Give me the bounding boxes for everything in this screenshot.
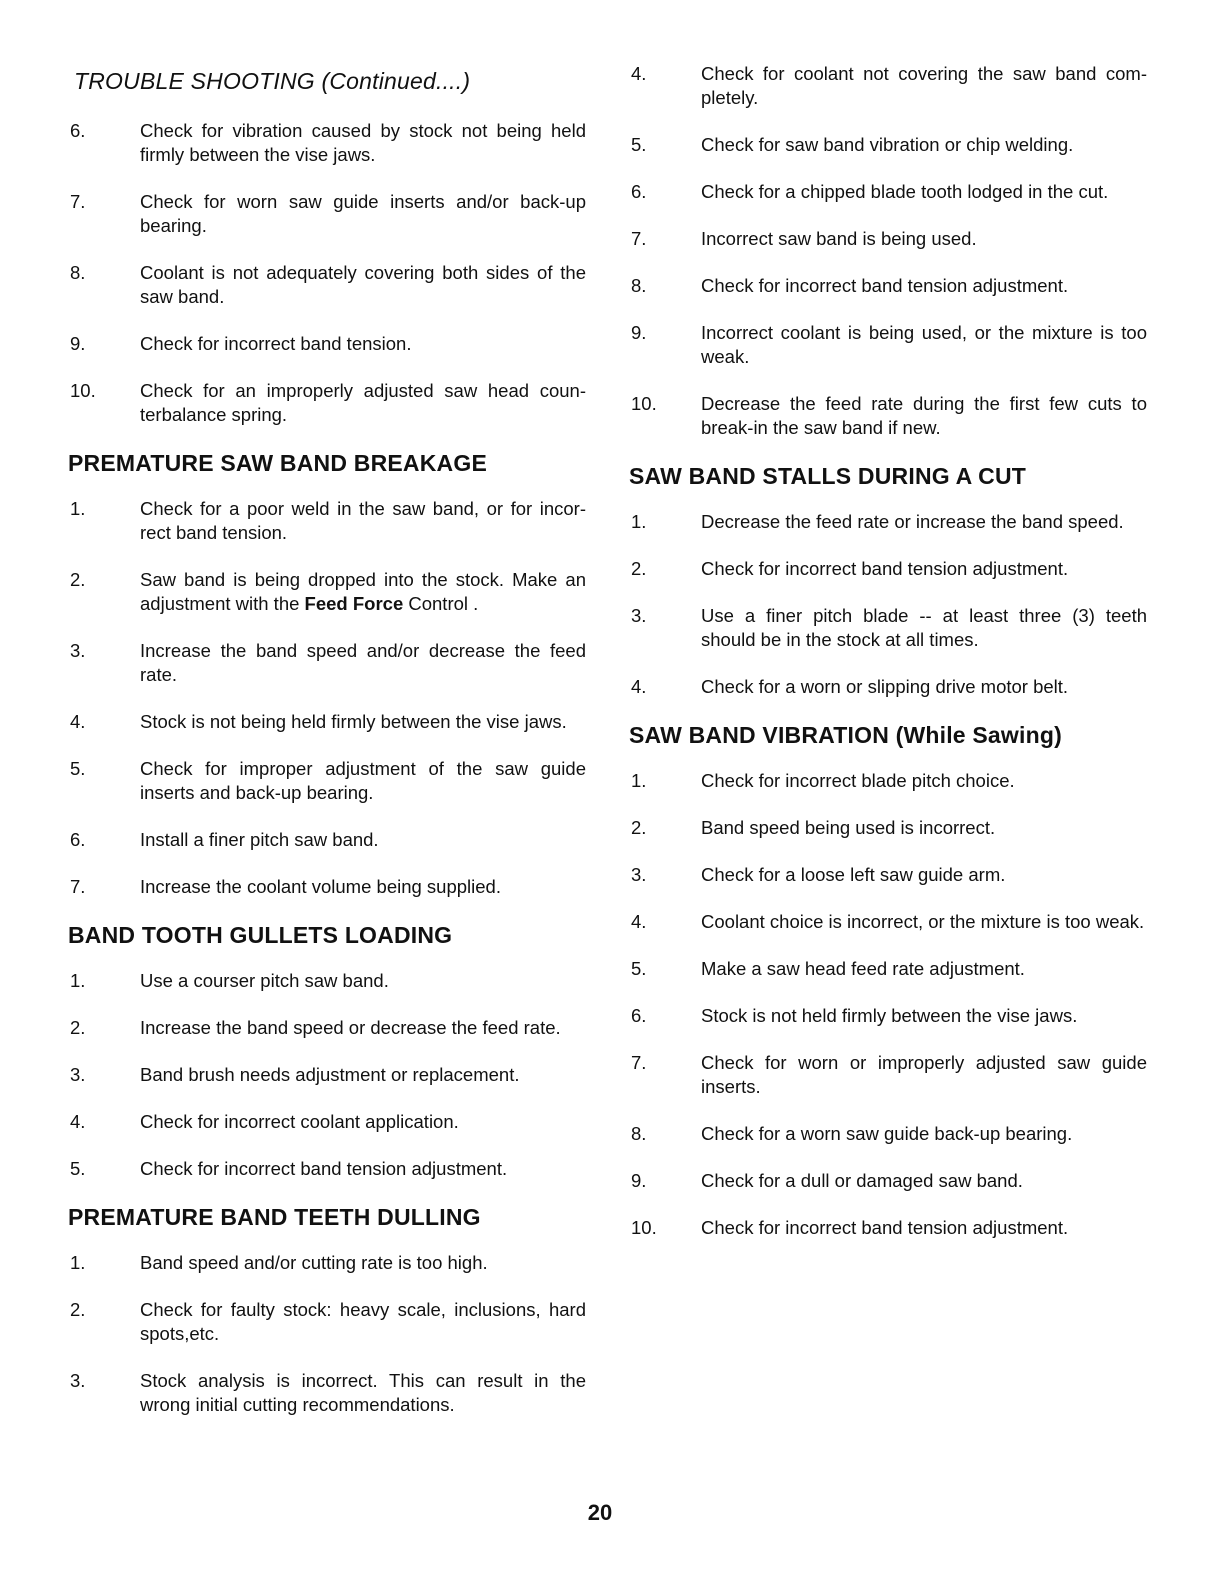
right-column	[627, 62, 1147, 1263]
list-item	[627, 1051, 1147, 1099]
item-number: 7.	[631, 1052, 647, 1073]
item-text: Check for incorrect band tension adjustment.	[701, 558, 1069, 579]
item-number: 1.	[631, 511, 647, 532]
item-text: Increase the coolant volume being supplied.	[140, 876, 501, 897]
list-item	[627, 675, 1147, 699]
item-number: 4.	[631, 676, 647, 697]
item-text: Install a finer pitch saw band.	[140, 829, 379, 850]
item-text: Check for a dull or damaged saw band.	[701, 1170, 1023, 1191]
list-item	[66, 261, 586, 309]
item-text: Check for a worn or slipping drive motor belt.	[701, 676, 1069, 697]
item-number: 3.	[70, 1064, 86, 1085]
list-item	[66, 379, 586, 427]
list-item	[627, 321, 1147, 369]
list-item	[66, 1157, 586, 1181]
list-item	[627, 510, 1147, 534]
item-text: Decrease the feed rate during the first few cuts to break-in the saw band if new.	[701, 393, 1147, 438]
item-text: Band speed and/or cutting rate is too high.	[140, 1252, 488, 1273]
list-item	[627, 1122, 1147, 1146]
list-item	[627, 604, 1147, 652]
list-item	[66, 710, 586, 734]
item-number: 3.	[70, 1370, 86, 1391]
list-item	[66, 119, 586, 167]
item-text: Check for incorrect band tension adjustment.	[701, 1217, 1069, 1238]
item-number: 5.	[631, 134, 647, 155]
item-number: 5.	[631, 958, 647, 979]
list-item	[627, 227, 1147, 251]
item-number: 9.	[631, 322, 647, 343]
item-number: 6.	[631, 1005, 647, 1026]
item-number: 10.	[70, 380, 96, 401]
item-text: Check for a worn saw guide back-up bearing.	[701, 1123, 1073, 1144]
section-heading-stalls: SAW BAND STALLS DURING A CUT	[629, 463, 1027, 489]
list-item	[627, 1169, 1147, 1193]
item-text: Check for worn or improperly adjusted saw guide inserts.	[701, 1052, 1147, 1097]
list-item	[627, 816, 1147, 840]
list-item	[66, 568, 586, 616]
list-item	[66, 1016, 586, 1040]
item-text: Check for incorrect band tension adjustment.	[701, 275, 1069, 296]
item-number: 2.	[631, 817, 647, 838]
list-item	[627, 557, 1147, 581]
gullets-list	[66, 969, 586, 1181]
item-number: 1.	[70, 1252, 86, 1273]
list-item	[627, 863, 1147, 887]
item-text: Stock is not held firmly between the vise jaws.	[701, 1005, 1078, 1026]
item-number: 3.	[631, 864, 647, 885]
item-text: Make a saw head feed rate adjustment.	[701, 958, 1025, 979]
item-text: Check for a chipped blade tooth lodged in the cut.	[701, 181, 1109, 202]
list-item	[66, 969, 586, 993]
list-item	[66, 639, 586, 687]
list-item	[66, 332, 586, 356]
list-item	[66, 875, 586, 899]
item-number: 4.	[631, 63, 647, 84]
item-number: 4.	[70, 711, 86, 732]
list-item	[66, 1063, 586, 1087]
item-number: 10.	[631, 393, 657, 414]
list-item	[66, 497, 586, 545]
list-item	[66, 1298, 586, 1346]
item-text: Check for incorrect coolant application.	[140, 1111, 459, 1132]
item-text: Use a finer pitch blade -- at least three (3) teeth should be in the stock at all times.	[701, 605, 1147, 650]
vibration-list	[627, 769, 1147, 1240]
list-item	[627, 1004, 1147, 1028]
item-text: Decrease the feed rate or increase the band speed.	[701, 511, 1124, 532]
page-number: 20	[587, 1500, 613, 1525]
list-item	[627, 957, 1147, 981]
item-number: 2.	[631, 558, 647, 579]
continued-list	[66, 119, 586, 427]
list-item	[66, 190, 586, 238]
item-text: Check for a loose left saw guide arm.	[701, 864, 1006, 885]
item-text-bold: Feed Force	[304, 593, 404, 614]
item-text: Coolant is not adequately covering both sides of the saw band.	[140, 262, 586, 307]
item-text: Check for a poor weld in the saw band, or for incor-rect band tension.	[140, 498, 586, 543]
item-text: Band brush needs adjustment or replacement.	[140, 1064, 520, 1085]
item-text: Incorrect saw band is being used.	[701, 228, 977, 249]
continued-list	[627, 62, 1147, 440]
page-title: TROUBLE SHOOTING (Continued....)	[74, 68, 471, 94]
item-number: 4.	[70, 1111, 86, 1132]
item-number: 5.	[70, 1158, 86, 1179]
item-text-after: Control .	[403, 593, 479, 614]
item-number: 1.	[631, 770, 647, 791]
item-number: 5.	[70, 758, 86, 779]
item-text: Check for incorrect band tension.	[140, 333, 412, 354]
item-text: Check for incorrect band tension adjustment.	[140, 1158, 508, 1179]
item-number: 7.	[70, 191, 86, 212]
list-item	[627, 910, 1147, 934]
list-item	[627, 392, 1147, 440]
list-item	[66, 757, 586, 805]
item-text: Increase the band speed or decrease the feed rate.	[140, 1017, 561, 1038]
item-number: 1.	[70, 498, 86, 519]
item-number: 8.	[631, 1123, 647, 1144]
item-number: 2.	[70, 1017, 86, 1038]
section-heading-dulling: PREMATURE BAND TEETH DULLING	[68, 1204, 481, 1230]
item-text: Incorrect coolant is being used, or the mixture is too weak.	[701, 322, 1147, 367]
item-text: Check for improper adjustment of the saw guide inserts and back-up bearing.	[140, 758, 586, 803]
item-number: 10.	[631, 1217, 657, 1238]
list-item	[627, 769, 1147, 793]
list-item	[627, 1216, 1147, 1240]
item-text: Use a courser pitch saw band.	[140, 970, 389, 991]
item-number: 9.	[631, 1170, 647, 1191]
list-item	[66, 1251, 586, 1275]
section-heading-gullets: BAND TOOTH GULLETS LOADING	[68, 922, 453, 948]
item-text: Check for faulty stock: heavy scale, inclusions, hard spots,etc.	[140, 1299, 586, 1344]
item-text: Check for an improperly adjusted saw head coun-terbalance spring.	[140, 380, 586, 425]
item-text: Check for incorrect blade pitch choice.	[701, 770, 1015, 791]
left-column	[66, 62, 586, 1440]
item-number: 7.	[70, 876, 86, 897]
breakage-list	[66, 497, 586, 899]
item-text-before: Saw band is being dropped into the stock. Make an adjustment with the	[140, 569, 586, 614]
item-number: 3.	[631, 605, 647, 626]
item-number: 8.	[631, 275, 647, 296]
item-number: 8.	[70, 262, 86, 283]
stalls-list	[627, 510, 1147, 699]
item-number: 2.	[70, 569, 86, 590]
list-item	[66, 1369, 586, 1417]
item-number: 6.	[70, 120, 86, 141]
section-heading-breakage: PREMATURE SAW BAND BREAKAGE	[68, 450, 487, 476]
list-item	[66, 1110, 586, 1134]
item-number: 6.	[70, 829, 86, 850]
item-number: 1.	[70, 970, 86, 991]
item-text: Increase the band speed and/or decrease the feed rate.	[140, 640, 586, 685]
item-number: 7.	[631, 228, 647, 249]
item-text	[140, 568, 586, 616]
item-number: 2.	[70, 1299, 86, 1320]
section-heading-vibration: SAW BAND VIBRATION (While Sawing)	[629, 722, 1062, 748]
item-text: Band speed being used is incorrect.	[701, 817, 996, 838]
item-text: Check for saw band vibration or chip welding.	[701, 134, 1074, 155]
item-text: Stock is not being held firmly between the vise jaws.	[140, 711, 567, 732]
item-number: 6.	[631, 181, 647, 202]
list-item	[66, 828, 586, 852]
item-text: Check for coolant not covering the saw band com-pletely.	[701, 63, 1147, 108]
list-item	[627, 62, 1147, 110]
item-text: Check for worn saw guide inserts and/or back-up bearing.	[140, 191, 586, 236]
dulling-list	[66, 1251, 586, 1417]
item-text: Check for vibration caused by stock not being held firmly between the vise jaws.	[140, 120, 586, 165]
item-text: Coolant choice is incorrect, or the mixture is too weak.	[701, 911, 1145, 932]
item-number: 4.	[631, 911, 647, 932]
list-item	[627, 180, 1147, 204]
list-item	[627, 133, 1147, 157]
item-number: 9.	[70, 333, 86, 354]
item-number: 3.	[70, 640, 86, 661]
item-text: Stock analysis is incorrect. This can result in the wrong initial cutting recommendations.	[140, 1370, 586, 1415]
list-item	[627, 274, 1147, 298]
